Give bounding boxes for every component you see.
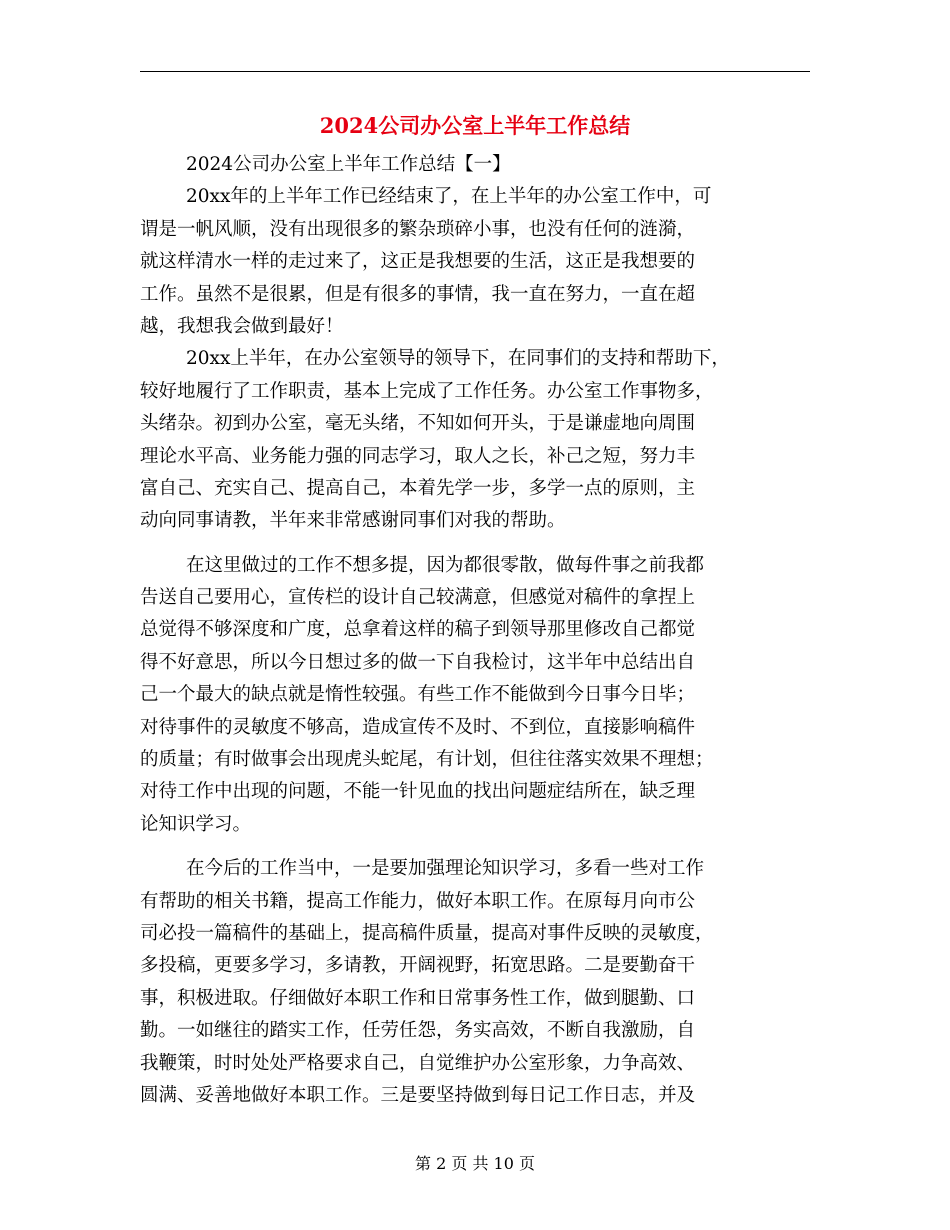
text-line: 己一个最大的缺点就是惰性较强。有些工作不能做到今日事今日毕；: [140, 684, 696, 706]
text-line: 论知识学习。: [140, 813, 252, 835]
text-line: 对待工作中出现的问题，不能一针见血的找出问题症结所在，缺乏理: [140, 781, 696, 803]
paragraph: [140, 853, 810, 1112]
text-line: 圆满、妥善地做好本职工作。三是要坚持做到每日记工作日志，并及: [140, 1084, 696, 1106]
paragraph: [140, 149, 810, 181]
text-line: 司必投一篇稿件的基础上，提高稿件质量，提高对事件反映的灵敏度，: [140, 922, 714, 944]
text-line: 得不好意思，所以今日想过多的做一下自我检讨，这半年中总结出自: [140, 651, 696, 673]
text-line: 对待事件的灵敏度不够高，造成宣传不及时、不到位，直接影响稿件: [140, 716, 696, 738]
text-line: 工作。虽然不是很累，但是有很多的事情，我一直在努力，一直在超: [140, 283, 696, 305]
text-line: 头绪杂。初到办公室，毫无头绪，不知如何开头，于是谦虚地向周围: [140, 413, 696, 435]
page-number-footer: 第 2 页 共 10 页: [415, 1154, 535, 1173]
text-line: 较好地履行了工作职责，基本上完成了工作任务。办公室工作事物多，: [140, 380, 714, 402]
text-line: 谓是一帆风顺，没有出现很多的繁杂琐碎小事，也没有任何的涟漪，: [140, 218, 696, 240]
document-body: [140, 149, 810, 1112]
document-title: 2024公司办公室上半年工作总结: [319, 113, 631, 138]
text-line: 理论水平高、业务能力强的同志学习，取人之长，补己之短，努力丰: [140, 445, 696, 467]
paragraph: [140, 343, 810, 537]
text-line: 我鞭策，时时处处严格要求自己，自觉维护办公室形象，力争高效、: [140, 1052, 696, 1074]
text-line: 总觉得不够深度和广度，总拿着这样的稿子到领导那里修改自己都觉: [140, 619, 696, 641]
text-line: 富自己、充实自己、提高自己，本着先学一步，多学一点的原则，主: [140, 477, 696, 499]
text-line: 的质量；有时做事会出现虎头蛇尾，有计划，但往往落实效果不理想；: [140, 749, 714, 771]
text-line: 有帮助的相关书籍，提高工作能力，做好本职工作。在原每月向市公: [140, 890, 696, 912]
paragraph: [140, 550, 810, 842]
paragraph: [140, 181, 810, 343]
paragraph-gap: [140, 841, 810, 853]
text-line: 就这样清水一样的走过来了，这正是我想要的生活，这正是我想要的: [140, 251, 696, 273]
text-line: 告送自己要用心，宣传栏的设计自己较满意，但感觉对稿件的拿捏上: [140, 587, 696, 609]
text-line: 在这里做过的工作不想多提，因为都很零散，做每件事之前我都: [186, 554, 705, 576]
text-line: 事，积极进取。仔细做好本职工作和日常事务性工作，做到腿勤、口: [140, 987, 696, 1009]
text-line: 20xx上半年，在办公室领导的领导下，在同事们的支持和帮助下，: [186, 348, 730, 370]
text-line: 在今后的工作当中，一是要加强理论知识学习，多看一些对工作: [186, 858, 705, 880]
text-line: 2024公司办公室上半年工作总结【一】: [186, 154, 511, 175]
text-line: 动向同事请教，半年来非常感谢同事们对我的帮助。: [140, 510, 566, 532]
paragraph-gap: [140, 538, 810, 550]
header-rule: [140, 71, 810, 72]
text-line: 越，我想我会做到最好！: [140, 315, 344, 337]
text-line: 20xx年的上半年工作已经结束了，在上半年的办公室工作中，可: [186, 186, 712, 208]
text-line: 多投稿，更要多学习，多请教，开阔视野，拓宽思路。二是要勤奋干: [140, 955, 696, 977]
text-line: 勤。一如继往的踏实工作，任劳任怨，务实高效，不断自我激励，自: [140, 1020, 696, 1042]
